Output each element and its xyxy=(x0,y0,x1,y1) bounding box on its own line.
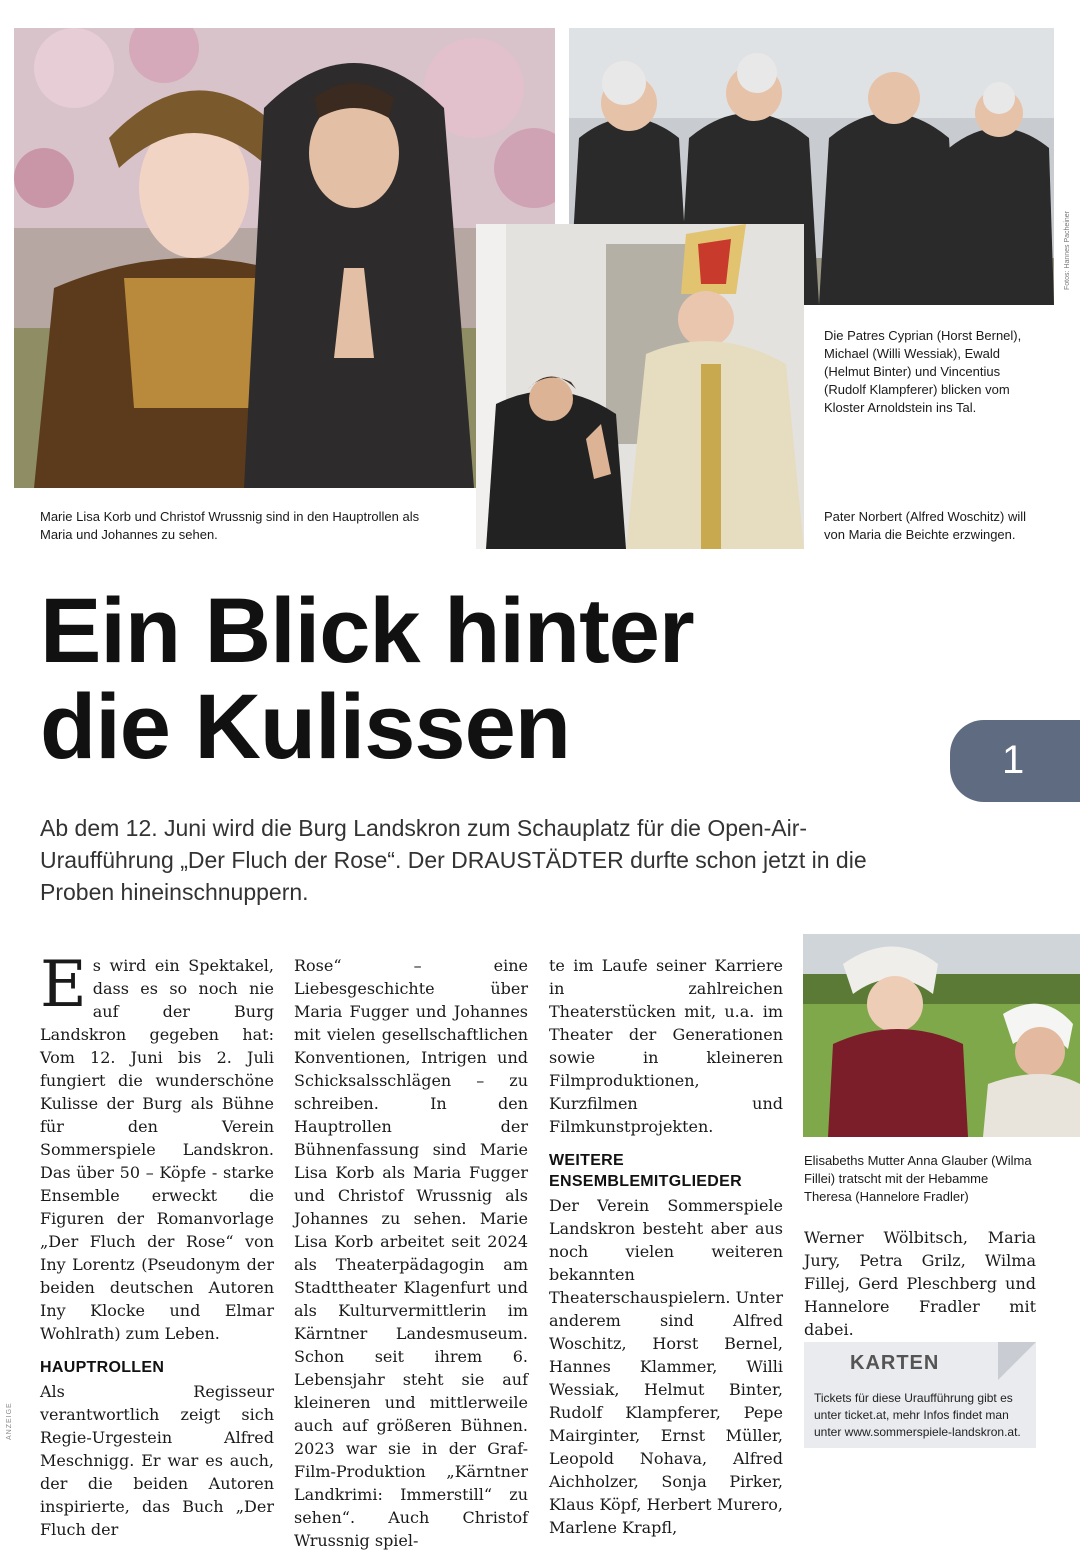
karten-title: KARTEN xyxy=(850,1352,940,1374)
headline-line2: die Kulissen xyxy=(40,676,570,778)
paragraph-hauptrollen: Rose“ – eine Liebesgeschichte über Maria Fugger und Johannes mit vielen gesellschaftlichen Konventionen, Intrigen und Schicksalsschlägen – zu schreiben. In den Hauptrollen der Bühnenfassung sind Marie Lisa Korb als Maria Fugger und Christof Wrussnig als Johannes zu sehen. Marie Lisa Korb arbeitet seit 2024 als Theaterpädagogin am Stadttheater Klagenfurt und als Kulturvermittlerin im Kärntner Landesmuseum. Schon seit ihrem 6. Lebensjahr steht sie auf kleineren und mittlerweile auch auf größeren Bühnen. 2023 war sie in der Graf-Film-Produktion „Kärntner Landkrimi: Immerstill“ zu sehen“. Auch Christof Wrussnig spiel- xyxy=(294,956,528,1550)
anzeige-label: ANZEIGE xyxy=(6,1402,13,1440)
paragraph-ensemble-end: Werner Wölbitsch, Maria Jury, Petra Grilz, Wilma Fillej, Gerd Pleschberg und Hannelore Fradler mit dabei. xyxy=(804,1228,1036,1339)
subheading-hauptrollen: HAUPTROLLEN xyxy=(40,1359,165,1376)
paragraph-intro-text: s wird ein Spektakel, dass es so noch nie auf der Burg Landskron gegeben hat: Vom 12. Juni bis 2. Juli fungiert die wunderschöne Kulisse der Burg als Bühne für den Verein Sommerspiele Landskron. Das über 50 – Köpfe - starke Ensemble erweckt die Figuren der Romanvorlage „Der Fluch der Rose“ von Iny Lorentz (Pseudonym der beiden deutschen Autoren Iny Klocke und Elmar Wohlrath) zum Leben. xyxy=(40,956,274,1343)
headline-line1: Ein Blick hinter xyxy=(40,580,694,682)
caption-photo1: Marie Lisa Korb und Christof Wrussnig sind in den Hauptrollen als Maria und Johannes zu sehen. xyxy=(40,509,420,542)
article-column-1 xyxy=(40,948,274,1541)
headline xyxy=(40,580,694,778)
page-number: 1 xyxy=(1002,738,1025,782)
photo-credit: Fotos: Hannes Pacheiner xyxy=(1064,211,1071,290)
folded-corner-icon xyxy=(998,1342,1036,1380)
caption-photo3: Pater Norbert (Alfred Woschitz) will von Maria die Beichte erzwingen. xyxy=(824,509,1027,542)
lead-text: Ab dem 12. Juni wird die Burg Landskron zum Schauplatz für die Open-Air-Uraufführung „Der Fluch der Rose“. Der DRAUSTÄDTER durfte schon jetzt in die Proben hineinschnuppern. xyxy=(40,815,867,905)
article-column-3 xyxy=(549,954,783,1539)
caption-photo4: Elisabeths Mutter Anna Glauber (Wilma Fillei) tratscht mit der Hebamme Theresa (Hannelore Fradler) xyxy=(804,1153,1032,1204)
caption-photo2: Die Patres Cyprian (Horst Bernel), Michael (Willi Wessiak), Ewald (Helmut Binter) und Vincentius (Rudolf Klampferer) blicken vom Kloster Arnoldstein ins Tal. xyxy=(824,328,1022,415)
karten-text: Tickets für diese Uraufführung gibt es unter ticket.at, mehr Infos findet man unter www.sommerspiele-landskron.at. xyxy=(814,1391,1021,1439)
photo-maria-johannes xyxy=(14,28,555,488)
photo-pater-norbert xyxy=(476,224,804,549)
paragraph-regisseur: Als Regisseur verantwortlich zeigt sich Regie-Urgestein Alfred Meschnigg. Er war es auch, der die beiden Autoren inspirierte, das Buch „Der Fluch der xyxy=(40,1382,274,1539)
karten-box xyxy=(804,1342,1036,1448)
paragraph-intro xyxy=(40,948,274,1345)
article-column-2 xyxy=(294,954,528,1552)
dropcap: E xyxy=(40,948,87,1022)
subheading-ensemble: WEITERE ENSEMBLEMITGLIEDER xyxy=(549,1152,742,1190)
paragraph-karriere: te im Laufe seiner Karriere in zahlreichen Theaterstücken mit, u.a. im Theater der Generationen sowie in kleineren Filmproduktionen, Kurzfilmen und Filmkunstprojekten. xyxy=(549,956,783,1136)
paragraph-ensemble: Der Verein Sommerspiele Landskron besteht aber aus noch vielen weiteren bekannten Theaterschauspielern. Unter anderem sind Alfred Woschitz, Horst Bernel, Hannes Klammer, Willi Wessiak, Helmut Binter, Rudolf Klampferer, Pepe Mairginter, Ernst Müller, Leopold Nohava, Alfred Aichholzer, Sonja Pirker, Klaus Köpf, Herbert Murero, Marlene Krapfl, xyxy=(549,1196,783,1537)
photo-anna-theresa xyxy=(803,934,1080,1137)
